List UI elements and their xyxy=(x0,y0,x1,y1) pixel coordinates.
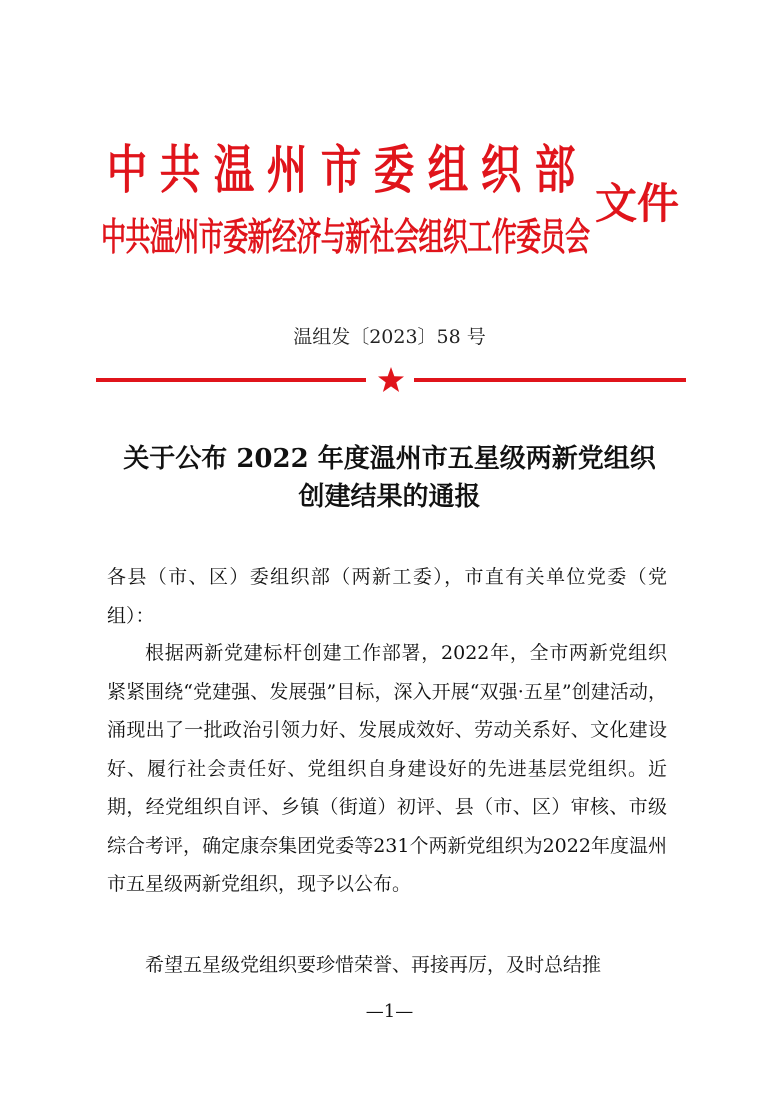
title-line-2: 创建结果的通报 xyxy=(298,482,481,512)
issuer-char: 织 xyxy=(481,141,522,201)
issuer-char: 委 xyxy=(374,141,415,201)
issuer-char: 温 xyxy=(213,141,255,201)
page-number: —1— xyxy=(365,1001,414,1022)
issuer-char: 部 xyxy=(534,141,576,201)
body-paragraph: 根据两新党建标杆创建工作部署，2022年，全市两新党组织紧紧围绕“党建强、发展强”目标，深入开展“双强·五星”创建活动，涌现出了一批政治引领力好、发展成效好、劳动关系好、文化建设好、履行社会责任好、党组织自身建设好的先进基层党组织。近期，经党组织自评、乡镇（街道）初评、县（市、区）审核、市级综合考评，确定康奈集团党委等231个两新党组织为2022年度温州市五星级两新党组织，现予以公布。 xyxy=(107,642,667,895)
star-icon xyxy=(377,366,405,394)
issuer-char: 州 xyxy=(267,141,308,201)
issuer-line-1 xyxy=(101,141,581,201)
salutation: 各县（市、区）委组织部（两新工委），市直有关单位党委（党组）： xyxy=(107,566,667,627)
document-number: 温组发〔2023〕58 号 xyxy=(293,326,486,348)
body-paragraph: 希望五星级党组织要珍惜荣誉、再接再厉，及时总结推 xyxy=(145,954,602,976)
issuer-char: 组 xyxy=(427,141,469,201)
issuer-char: 中 xyxy=(106,141,148,201)
issuer-line-2-text: 中共温州市委新经济与新社会组织工作委员会 xyxy=(101,215,590,259)
issuer-char: 市 xyxy=(320,141,362,201)
divider-line-left xyxy=(96,378,366,382)
red-divider xyxy=(96,366,686,394)
divider-line-right xyxy=(414,378,686,382)
title-line-1: 关于公布 2022 年度温州市五星级两新党组织 xyxy=(123,444,656,474)
issuer-char: 共 xyxy=(160,141,201,201)
document-suffix: 文件 xyxy=(595,179,680,228)
document-title xyxy=(0,440,779,516)
issuer-line-2 xyxy=(101,208,591,266)
